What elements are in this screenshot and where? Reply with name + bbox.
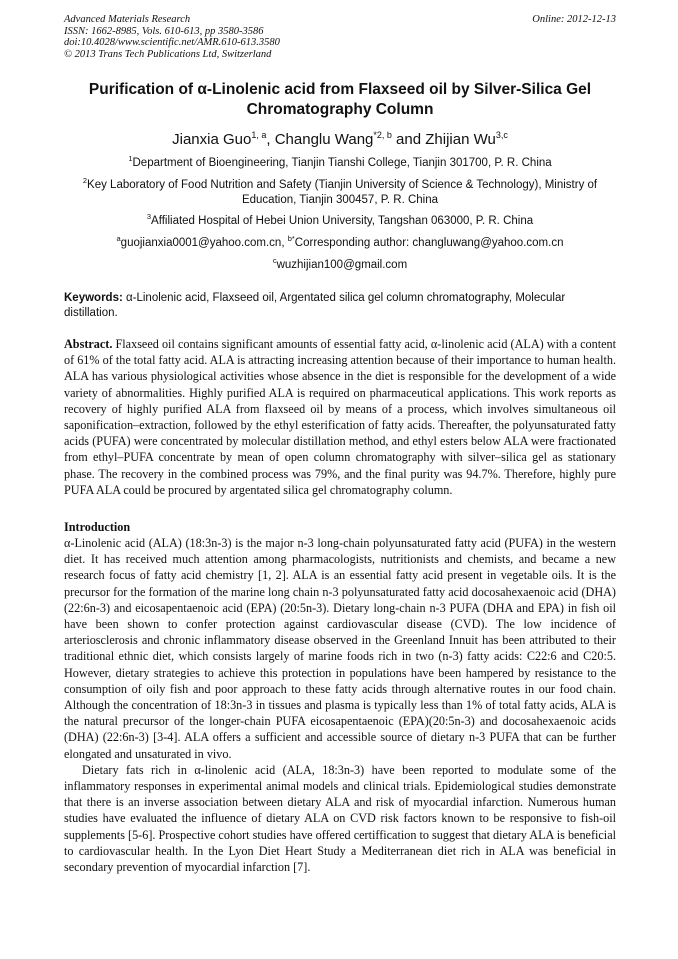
affiliation-text: Affiliated Hospital of Hebei Union University, Tangshan 063000, P. R. China: [151, 215, 534, 227]
abstract: [64, 336, 616, 498]
author-separator: and: [391, 131, 426, 148]
affiliation-sup: 1: [128, 154, 133, 163]
issn-line: ISSN: 1662-8985, Vols. 610-613, pp 3580-3586: [64, 25, 264, 37]
introduction-paragraph-1: α-Linolenic acid (ALA) (18:3n-3) is the major n-3 long-chain polyunsaturated fatty acid (PUFA) in the western diet. It has received much attention among pharmacologists, nutritionists and chemists, and became a new research focus of fatty acid chemistry [1, 2]. ALA is an essential fatty acid present in vegetable oils. It is the precursor for the formation of the marine long chain n-3 polyunsaturated fatty acid docosahexaenoic acid (DHA) (22:6n-3) and eicosapentaenoic acid (EPA) (20:5n-3). Dietary long-chain n-3 PUFA (DHA and EPA) in fish oil have been shown to confer protection against cardiovascular disease (CVD). The low incidence of arteriosclerosis and chronic inflammatory disease observed in the Greenland Innuit has been attributed to their traditional ethnic diet, which consists largely of marine foods rich in two (n-3) fatty acids: C22:6 and C20:5. However, dietary strategies to achieve this protection in populations have been hampered by resistance to the consumption of oily fish and poor approach to these fatty acids through alternative routes in our food chain. Although the concentration of 18:3n-3 in tissues and plasma is typically less than 1% of total fatty acids, ALA is the natural precursor of the longer-chain PUFA eicosapentaenoic (EPA)(20:5n-3) and docosahexaenoic acids (DHA) (22:6n-3) [3-4]. ALA offers a sufficient and accessible source of dietary n-3 PUFA that can be further elongated and unsaturated in vivo.: [64, 536, 616, 761]
email-sup: c: [272, 256, 277, 265]
affiliation-3: [64, 214, 616, 229]
keywords: [64, 291, 616, 321]
author-list: [64, 131, 616, 149]
introduction-paragraph-2: Dietary fats rich in α-linolenic acid (ALA, 18:3n-3) have been reported to modulate some of the inflammatory responses in experimental animal models and clinical trials. Epidemiological studies demonstrate that there is an inverse association between dietary ALA and risk of myocardial infarction. Numerous human studies have evaluated the influence of dietary ALA on CVD risk factors known to be responsive to fish-oil supplements [5-6]. Prospective cohort studies have offered certiffication to suggest that dietary ALA is beneficial to cardiovascular health. In the Lyon Diet Heart Study a Mediterranean diet rich in ALA was beneficial in secondary prevention of myocardial infarction [7].: [64, 762, 616, 875]
introduction-heading: Introduction: [64, 520, 131, 534]
journal-name: Advanced Materials Research: [64, 14, 191, 25]
keywords-label: Keywords:: [64, 292, 123, 304]
keywords-text: α-Linolenic acid, Flaxseed oil, Argentated silica gel column chromatography, Molecular distillation.: [64, 292, 566, 319]
email-line-2: [64, 258, 616, 273]
journal-header: [64, 14, 616, 60]
affiliation-2: [64, 178, 616, 208]
author-name: Jianxia Guo: [172, 131, 252, 148]
author-sup: *2, b: [373, 130, 392, 140]
affiliation-sup: 2: [82, 176, 88, 185]
introduction: [64, 519, 616, 875]
email-line-1: [64, 236, 616, 251]
copyright-line: © 2013 Trans Tech Publications Ltd, Switzerland: [64, 48, 272, 60]
affiliation-text: Department of Bioengineering, Tianjin Tianshi College, Tianjin 301700, P. R. China: [132, 157, 552, 169]
abstract-text: Flaxseed oil contains significant amounts of essential fatty acid, α-linolenic acid (ALA) with a content of 61% of the total fatty acid. ALA is attracting increasing attention because of their importance to human health. ALA has various physiological activities whose absence in the diet is responsible for the development of a wide variety of abnormalities. Highly purified ALA is required on pharmaceutical applications. This work reports as recovery of highly purified ALA from flaxseed oil by means of a process, which involves simultaneous oil saponification–extraction, followed by the ethyl esterification of fatty acids. Thereafter, the polyunsaturated fatty acids (PUFA) were concentrated by molecular distillation method, and ethyl esters below ALA were fractionated from ethyl–PUFA concentrate by mean of open column chromatography with silver–silica gel as stationary phase. The recovery in the combined process was 79%, and the final purity was 94.7%. Therefore, highly pure PUFA ALA could be procured by argentated silica gel chromatography column.: [64, 337, 616, 497]
author-name: Zhijian Wu: [425, 131, 496, 148]
author-sup: 1, a: [251, 130, 267, 140]
author-name: Changlu Wang: [274, 131, 374, 148]
affiliation-text: Key Laboratory of Food Nutrition and Safety (Tianjin University of Science & Technology), Ministry of Education, Tianjin 300457, P. R. China: [87, 179, 598, 206]
email-sup: b*: [287, 234, 295, 243]
email-sup: a: [116, 234, 121, 243]
author-separator: ,: [266, 131, 275, 148]
doi-line[interactable]: doi:10.4028/www.scientific.net/AMR.610-613.3580: [64, 37, 280, 48]
author-sup: 3,c: [495, 130, 508, 140]
abstract-label: Abstract.: [64, 337, 113, 351]
paper-title: Purification of α-Linolenic acid from Flaxseed oil by Silver-Silica Gel Chromatography Column: [88, 81, 592, 118]
email-a[interactable]: guojianxia0001@yahoo.com.cn,: [120, 237, 288, 249]
email-b[interactable]: Corresponding author: changluwang@yahoo.com.cn: [294, 237, 564, 249]
affiliation-sup: 3: [146, 212, 152, 221]
affiliation-1: [64, 156, 616, 171]
email-c[interactable]: wuzhijian100@gmail.com: [276, 259, 408, 271]
online-date: Online: 2012-12-13: [532, 14, 616, 25]
